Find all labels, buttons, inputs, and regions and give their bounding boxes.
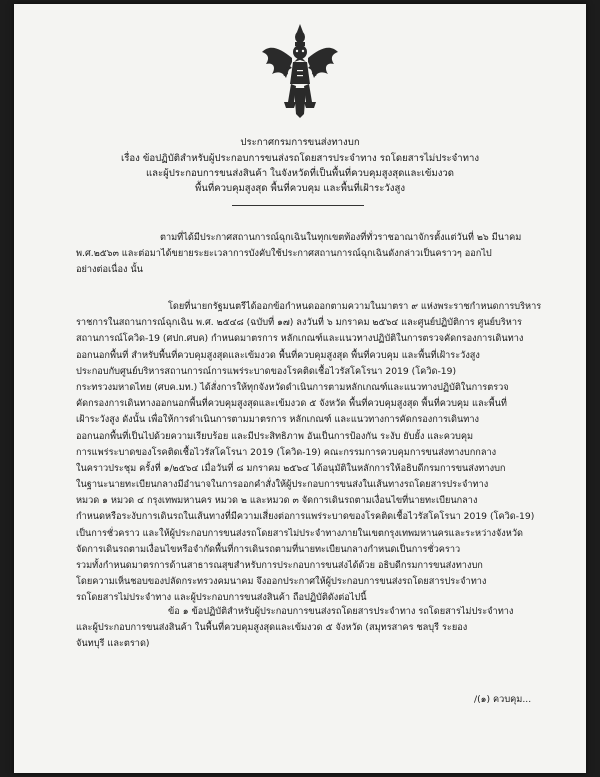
text-line: ออกนอกพื้นที่ สำหรับพื้นที่ควบคุมสูงสุดและเข้มงวด พื้นที่ควบคุมสูงสุด พื้นที่ควบคุม และพื้นที่เฝ้าระวังสูง: [76, 349, 480, 361]
text-line: ในฐานะนายทะเบียนกลางมีอำนาจในการออกคำสั่งให้ผู้ประกอบการขนส่งในเส้นทางรถโดยสารประจำทาง: [76, 479, 489, 491]
header-divider: [232, 205, 364, 206]
text-line: และผู้ประกอบการขนส่งสินค้า ในพื้นที่ควบคุมสูงสุดและเข้มงวด ๕ จังหวัด (สมุทรสาคร ชลบุรี ระยอง: [76, 622, 468, 634]
text-line: กระทรวงมหาดไทย (ศบค.มท.) ได้สั่งการให้ทุกจังหวัดดำเนินการตามหลักเกณฑ์และแนวทางปฏิบัติในการตรวจ: [76, 381, 509, 393]
text-line: กำหนดหรือระงับการเดินรถในเส้นทางที่มีความเสี่ยงต่อการแพร่ระบาดของโรคติดเชื้อไวรัสโคโรนา 2019 (โควิด-19): [76, 511, 535, 523]
text-line: จัดการเดินรถตามเงื่อนไขหรือจำกัดพื้นที่การเดินรถตามที่นายทะเบียนกลางกำหนดเป็นการชั่วคราว: [76, 543, 461, 555]
text-line: รวมทั้งกำหนดมาตรการด้านสาธารณสุขสำหรับการประกอบการขนส่งได้ด้วย อธิบดีกรมการขนส่งทางบก: [76, 560, 483, 571]
paragraph-rationale: [76, 299, 548, 607]
text-line: เป็นการชั่วคราว และให้ผู้ประกอบการขนส่งรถโดยสารไม่ประจำทางภายในเขตกรุงเทพมหานครและระหว่างจังหวัด: [76, 527, 523, 539]
paragraph-preamble: [76, 230, 548, 279]
document-page: [14, 4, 586, 773]
text-line: รถโดยสารไม่ประจำทาง และผู้ประกอบการขนส่งสินค้า ถือปฏิบัติดังต่อไปนี้: [76, 592, 367, 604]
announcement-title: ประกาศกรมการขนส่งทางบก: [240, 137, 360, 148]
text-line: คัดกรองการเดินทางออกนอกพื้นที่ควบคุมสูงสุดและเข้มงวด ๕ จังหวัด พื้นที่ควบคุมสูงสุด พื้นที่ควบคุม และพื้นที่: [76, 398, 507, 410]
garuda-emblem-icon: [260, 22, 340, 118]
text-line: ออกนอกพื้นที่เป็นไปด้วยความเรียบร้อย และมีประสิทธิภาพ อันเป็นการป้องกัน ระงับ ยับยั้ง และควบคุม: [76, 430, 474, 442]
text-line: จันทบุรี และตราด): [76, 638, 150, 650]
text-line: สถานการณ์โควิด-19 (ศปก.ศบค) กำหนดมาตรการ หลักเกณฑ์และแนวทางปฏิบัติในการตรวจคัดกรองการเดินทาง: [76, 333, 524, 345]
text-line: ประกอบกับศูนย์บริหารสถานการณ์การแพร่ระบาดของโรคติดเชื้อไวรัสโคโรนา 2019 (โควิด-19): [76, 365, 457, 377]
text-line: ข้อ ๑ ข้อปฏิบัติสำหรับผู้ประกอบการขนส่งรถโดยสารประจำทาง รถโดยสารไม่ประจำทาง: [168, 606, 514, 617]
text-line: เฝ้าระวังสูง ดังนั้น เพื่อให้การดำเนินการตามมาตรการ หลักเกณฑ์ และแนวทางการคัดกรองการเดินทาง: [76, 414, 480, 426]
text-line: ในคราวประชุม ครั้งที่ ๑/๒๕๖๔ เมื่อวันที่ ๘ มกราคม ๒๕๖๔ ได้อนุมัติในหลักการให้อธิบดีกรมการขนส่งทางบก: [76, 462, 506, 474]
text-line: อย่างต่อเนื่อง นั้น: [76, 264, 143, 276]
subject-line: พื้นที่ควบคุมสูงสุด พื้นที่ควบคุม และพื้นที่เฝ้าระวังสูง: [194, 183, 406, 194]
paragraph-clause-1: [76, 604, 548, 653]
text-line: พ.ศ.๒๕๖๓ และต่อมาได้ขยายระยะเวลาการบังคับใช้ประกาศสถานการณ์ฉุกเฉินดังกล่าวเป็นคราวๆ ออกไป: [76, 248, 492, 260]
subject-line: เรื่อง ข้อปฏิบัติสำหรับผู้ประกอบการขนส่งรถโดยสารประจำทาง รถโดยสารไม่ประจำทาง: [120, 153, 480, 164]
text-line: โดยความเห็นชอบของปลัดกระทรวงคมนาคม จึงออกประกาศให้ผู้ประกอบการขนส่งรถโดยสารประจำทาง: [76, 576, 487, 588]
text-line: ตามที่ได้มีประกาศสถานการณ์ฉุกเฉินในทุกเขตท้องที่ทั่วราชอาณาจักรตั้งแต่วันที่ ๒๖ มีนาคม: [160, 232, 522, 243]
text-line: การแพร่ระบาดของโรคติดเชื้อไวรัสโคโรนา 2019 (โควิด-19) คณะกรรมการควบคุมการขนส่งทางบกกลาง: [76, 446, 497, 458]
text-line: โดยที่นายกรัฐมนตรีได้ออกข้อกำหนดออกตามความในมาตรา ๙ แห่งพระราชกำหนดการบริหาร: [168, 301, 542, 312]
text-line: หมวด ๑ หมวด ๔ กรุงเทพมหานคร หมวด ๒ และหมวด ๓ จัดการเดินรถตามเงื่อนไขที่นายทะเบียนกลาง: [76, 495, 478, 507]
page-continuation: /(๑) ควบคุม...: [474, 694, 532, 705]
text-line: ราชการในสถานการณ์ฉุกเฉิน พ.ศ. ๒๕๔๘ (ฉบับที่ ๑๗) ลงวันที่ ๖ มกราคม ๒๕๖๔ และศูนย์ปฏิบัติการ ศูนย์บริหาร: [76, 317, 522, 329]
subject-line: และผู้ประกอบการขนส่งสินค้า ในจังหวัดที่เป็นพื้นที่ควบคุมสูงสุดและเข้มงวด: [145, 168, 455, 179]
